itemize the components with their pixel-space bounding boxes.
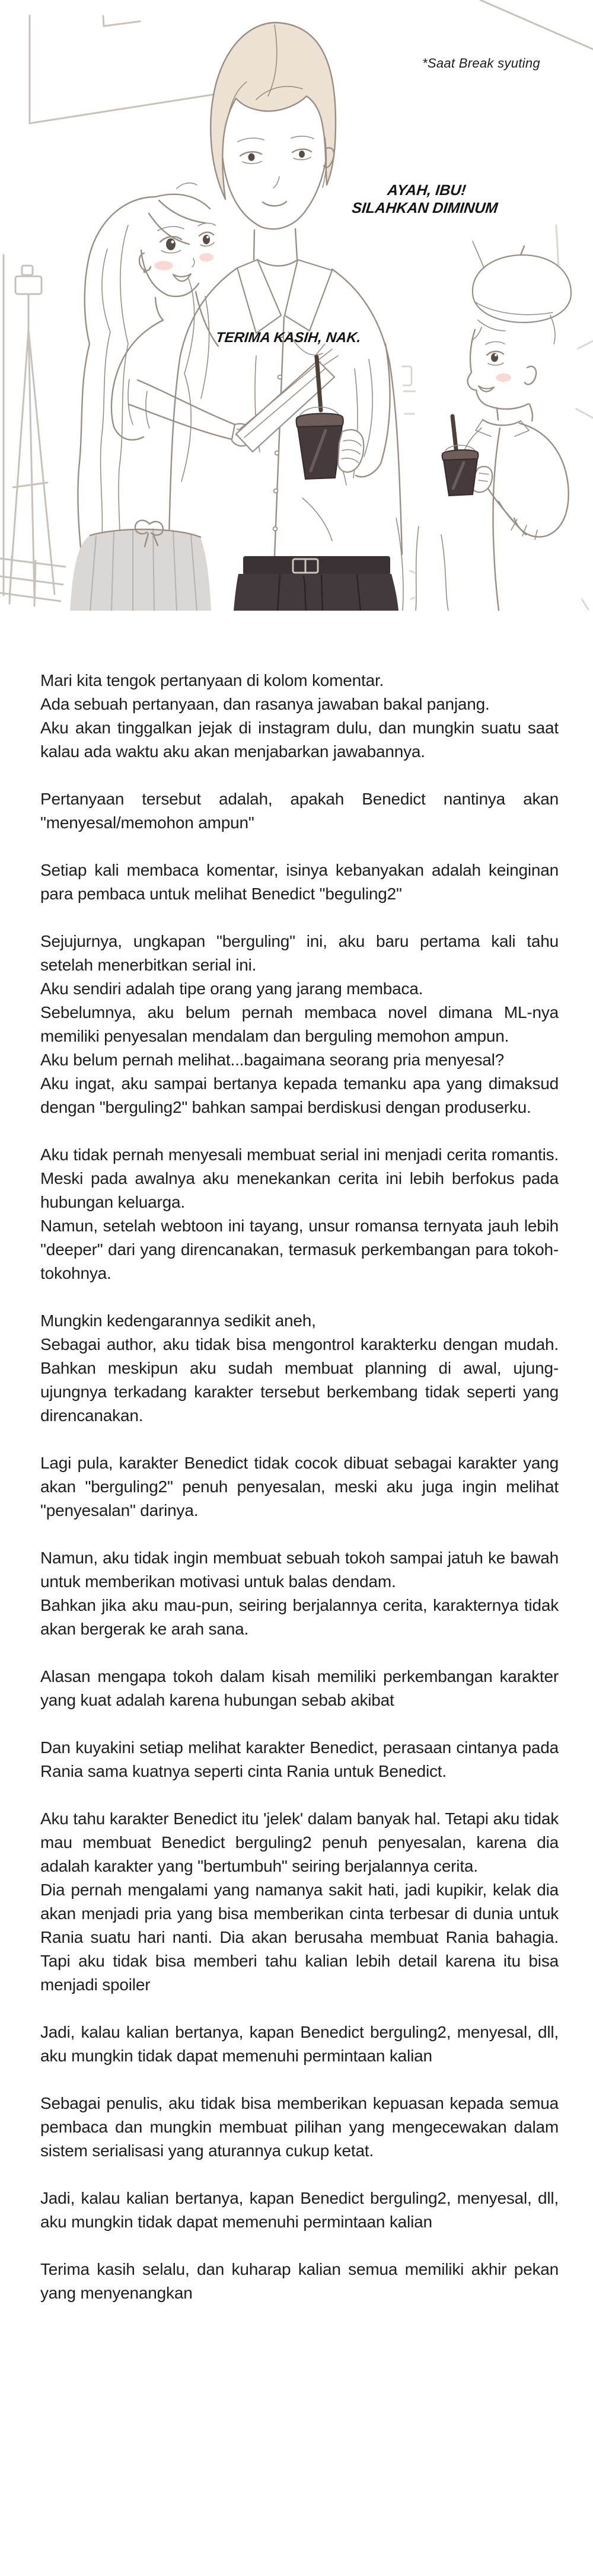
paragraph [40,930,559,1119]
paragraph [40,669,559,764]
speech-text-father [215,330,361,347]
paragraph [40,1143,559,1285]
paragraph [40,1736,559,1783]
paragraph-line: Ada sebuah pertanyaan, dan rasanya jawaban bakal panjang. [40,695,490,713]
paragraph-line: Sebelumnya, aku belum pernah membaca novel dimana ML-nya memiliki penyesalan mendalam dan berguling memohon ampun. [40,1003,559,1045]
speech-text-son [335,181,517,217]
paragraph [40,2258,559,2305]
paragraph-line: Bahkan jika aku mau-pun, seiring berjalannya cerita, karakternya tidak akan bergerak ke arah sana. [40,1596,559,1638]
paragraph-line: Namun, aku tidak ingin membuat sebuah tokoh sampai jatuh ke bawah untuk memberikan motivasi untuk balas dendam. [40,1549,559,1591]
paragraph [40,1451,559,1522]
paragraph-line: Aku akan tinggalkan jejak di instagram dulu, dan mungkin suatu saat kalau ada waktu aku akan menjabarkan jawabannya. [40,719,559,761]
paragraph-line: Aku belum pernah melihat...bagaimana seorang pria menyesal? [40,1051,505,1069]
paragraph-line: Terima kasih selalu, dan kuharap kalian semua memiliki akhir pekan yang menyenangkan [40,2260,559,2302]
paragraph-line: Aku tahu karakter Benedict itu 'jelek' dalam banyak hal. Tetapi aku tidak mau membuat Benedict berguling2 penuh penyesalan, karena dia adalah karakter yang "bertumbuh" seiring berjalannya cerita. [40,1809,559,1875]
paragraph-line: Setiap kali membaca komentar, isinya kebanyakan adalah keinginan para pembaca untuk melihat Benedict "beguling2" [40,861,559,903]
speech-line: SILAHKAN DIMINUM [351,200,499,216]
paragraph [40,1665,559,1712]
paragraph [40,2092,559,2163]
paragraph-line: Pertanyaan tersebut adalah, apakah Benedict nantinya akan "menyesal/memohon ampun" [40,790,559,832]
line-art-illustration [0,0,593,611]
paragraph-line: Aku sendiri adalah tipe orang yang jarang membaca. [40,979,423,998]
paragraph-line: Dia pernah mengalami yang namanya sakit hati, jadi kupikir, kelak dia akan menjadi pria yang bisa memberikan cinta terbesar di dunia untuk Rania suatu hari nanti. Dia akan berusaha membuat Rania bahagia. Tapi aku tidak bisa memberi tahu kalian lebih detail karena itu bisa menjadi spoiler [40,1881,559,1994]
paragraph-line: Alasan mengapa tokoh dalam kisah memiliki perkembangan karakter yang kuat adalah karena hubungan sebab akibat [40,1667,559,1709]
paragraph [40,1807,559,1997]
paragraph [40,2020,559,2068]
paragraph-line: Dan kuyakini setiap melihat karakter Benedict, perasaan cintanya pada Rania sama kuatnya seperti cinta Rania untuk Benedict. [40,1738,559,1780]
speech-line: TERIMA KASIH, NAK. [215,330,362,346]
paragraph [40,2186,559,2234]
paragraph-line: Aku ingat, aku sampai bertanya kepada temanku apa yang dimaksud dengan "berguling2" bahkan sampai berdiskusi dengan produserku. [40,1074,559,1116]
paragraph-line: Mungkin kedengarannya sedikit aneh, [40,1311,316,1330]
paragraph-line: Jadi, kalau kalian bertanya, kapan Benedict berguling2, menyesal, dll, aku mungkin tidak dapat memenuhi permintaan kalian [40,2189,559,2231]
paragraph-line: Jadi, kalau kalian bertanya, kapan Benedict berguling2, menyesal, dll, aku mungkin tidak dapat memenuhi permintaan kalian [40,2023,559,2065]
speech-line: AYAH, IBU! [386,182,467,199]
paragraph-line: Sejujurnya, ungkapan "berguling" ini, aku baru pertama kali tahu setelah menerbitkan serial ini. [40,932,559,974]
paragraph [40,858,559,906]
paragraph-line: Lagi pula, karakter Benedict tidak cocok dibuat sebagai karakter yang akan "berguling2" penuh penyesalan, meski aku juga ingin melihat "penyesalan" darinya. [40,1454,559,1520]
paragraph-line: Namun, setelah webtoon ini tayang, unsur romansa ternyata jauh lebih "deeper" dari yang direncanakan, termasuk perkembangan para tokoh-tokohnya. [40,1217,559,1282]
paragraph-line: Sebagai penulis, aku tidak bisa memberikan kepuasan kepada semua pembaca dan mungkin membuat pilihan yang mengecewakan dalam sistem serialisasi yang aturannya cukup ketat. [40,2094,559,2160]
paragraph-line: Sebagai author, aku tidak bisa mengontrol karakterku dengan mudah. Bahkan meskipun aku sudah membuat planning di awal, ujung-ujungnya terkadang karakter tersebut berkembang tidak seperti yang direncanakan. [40,1335,559,1425]
paragraph-line: Aku tidak pernah menyesali membuat serial ini menjadi cerita romantis. Meski pada awalnya aku menekankan cerita ini lebih berfokus pada hubungan keluarga. [40,1145,559,1211]
episode-illustration [0,0,593,611]
scene-caption: *Saat Break syuting [422,56,540,71]
paragraph [40,1546,559,1641]
author-note-text [40,669,559,2305]
paragraph [40,1309,559,1428]
paragraph [40,787,559,835]
paragraph-line: Mari kita tengok pertanyaan di kolom komentar. [40,671,384,690]
